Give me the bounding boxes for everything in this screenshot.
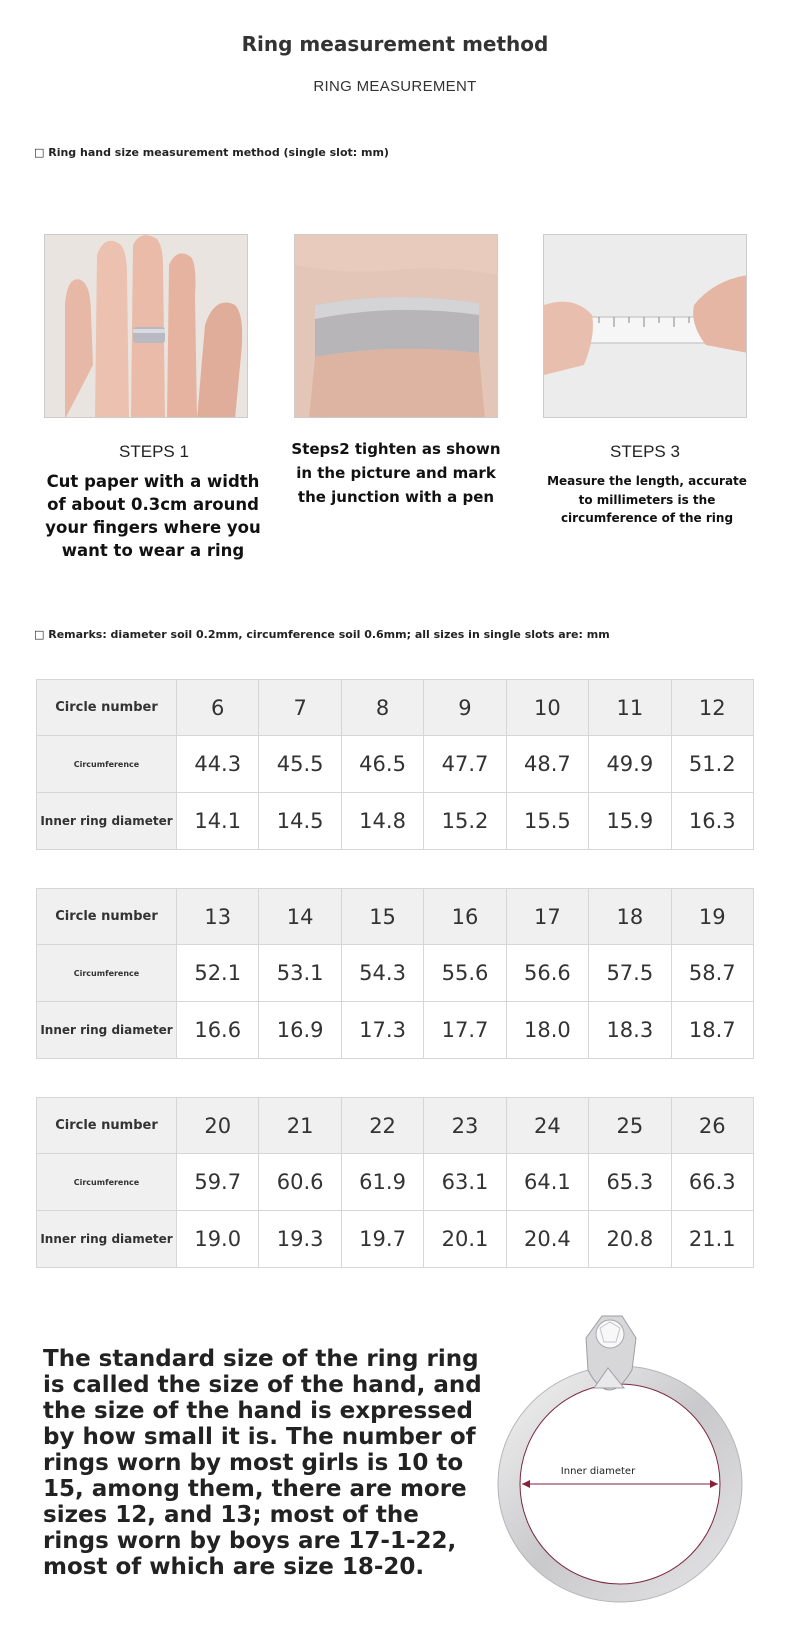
inner-diameter-cell: 18.0: [506, 1002, 588, 1059]
paper-band-on-finger-icon: [294, 234, 498, 418]
remarks-note: □ Remarks: diameter soil 0.2mm, circumference soil 0.6mm; all sizes in single slots are: mm: [34, 628, 610, 641]
size-cell: 6: [177, 680, 259, 736]
inner-diameter-cell: 14.8: [341, 793, 423, 850]
size-cell: 11: [589, 680, 671, 736]
circumference-cell: 54.3: [341, 945, 423, 1002]
circumference-cell: 48.7: [506, 736, 588, 793]
size-cell: 20: [177, 1098, 259, 1154]
circumference-cell: 66.3: [671, 1154, 753, 1211]
circumference-cell: 49.9: [589, 736, 671, 793]
circumference-cell: 46.5: [341, 736, 423, 793]
size-cell: 10: [506, 680, 588, 736]
circumference-cell: 44.3: [177, 736, 259, 793]
inner-diameter-cell: 16.9: [259, 1002, 341, 1059]
circle-number-label: Circle number: [37, 680, 177, 736]
method-note: □ Ring hand size measurement method (single slot: mm): [34, 146, 389, 159]
size-table-2: [36, 888, 754, 1059]
circle-number-label: Circle number: [37, 1098, 177, 1154]
hand-with-paper-band-icon: [44, 234, 248, 418]
size-cell: 24: [506, 1098, 588, 1154]
size-cell: 9: [424, 680, 506, 736]
circle-number-label: Circle number: [37, 889, 177, 945]
size-cell: 13: [177, 889, 259, 945]
inner-diameter-cell: 16.6: [177, 1002, 259, 1059]
size-cell: 16: [424, 889, 506, 945]
inner-diameter-cell: 19.3: [259, 1211, 341, 1268]
circumference-cell: 59.7: [177, 1154, 259, 1211]
inner-diameter-label: Inner ring diameter: [37, 1211, 177, 1268]
inner-diameter-cell: 20.1: [424, 1211, 506, 1268]
inner-diameter-cell: 18.3: [589, 1002, 671, 1059]
size-cell: 19: [671, 889, 753, 945]
inner-diameter-label: Inner ring diameter: [37, 1002, 177, 1059]
size-table-3: [36, 1097, 754, 1268]
circumference-cell: 60.6: [259, 1154, 341, 1211]
inner-diameter-cell: 14.5: [259, 793, 341, 850]
step-3-text: Measure the length, accurate to millimeters is the circumference of the ring: [547, 474, 747, 525]
inner-diameter-cell: 14.1: [177, 793, 259, 850]
circumference-cell: 45.5: [259, 736, 341, 793]
page-subtitle: RING MEASUREMENT: [313, 78, 477, 95]
step-2-text: Steps2 tighten as shown in the picture and mark the junction with a pen: [291, 440, 501, 506]
size-cell: 23: [424, 1098, 506, 1154]
circumference-cell: 55.6: [424, 945, 506, 1002]
step-1-heading: STEPS 1: [119, 442, 189, 461]
step-3-heading: STEPS 3: [610, 442, 680, 461]
inner-diameter-cell: 17.3: [341, 1002, 423, 1059]
circumference-cell: 47.7: [424, 736, 506, 793]
inner-diameter-cell: 16.3: [671, 793, 753, 850]
inner-diameter-cell: 18.7: [671, 1002, 753, 1059]
circumference-cell: 52.1: [177, 945, 259, 1002]
size-cell: 17: [506, 889, 588, 945]
inner-diameter-cell: 21.1: [671, 1211, 753, 1268]
size-cell: 14: [259, 889, 341, 945]
circumference-cell: 63.1: [424, 1154, 506, 1211]
circumference-cell: 53.1: [259, 945, 341, 1002]
inner-diameter-cell: 20.8: [589, 1211, 671, 1268]
size-cell: 7: [259, 680, 341, 736]
inner-diameter-cell: 15.2: [424, 793, 506, 850]
circumference-label: Circumference: [37, 945, 177, 1002]
size-cell: 22: [341, 1098, 423, 1154]
circumference-cell: 56.6: [506, 945, 588, 1002]
size-cell: 8: [341, 680, 423, 736]
size-cell: 21: [259, 1098, 341, 1154]
circumference-label: Circumference: [37, 736, 177, 793]
page-title: Ring measurement method: [241, 32, 549, 56]
inner-diameter-cell: 15.9: [589, 793, 671, 850]
inner-diameter-cell: 19.7: [341, 1211, 423, 1268]
circumference-cell: 61.9: [341, 1154, 423, 1211]
size-cell: 12: [671, 680, 753, 736]
circumference-cell: 65.3: [589, 1154, 671, 1211]
ruler-measurement-icon: [543, 234, 747, 418]
inner-diameter-cell: 17.7: [424, 1002, 506, 1059]
ring-diagram-icon: [490, 1298, 760, 1608]
size-table-1: [36, 679, 754, 850]
size-cell: 26: [671, 1098, 753, 1154]
size-cell: 25: [589, 1098, 671, 1154]
circumference-label: Circumference: [37, 1154, 177, 1211]
size-cell: 15: [341, 889, 423, 945]
inner-diameter-cell: 15.5: [506, 793, 588, 850]
circumference-cell: 51.2: [671, 736, 753, 793]
inner-diameter-cell: 20.4: [506, 1211, 588, 1268]
size-description: The standard size of the ring ring is called the size of the hand, and the size of the hand is expressed by how small it is. The number of rings worn by most girls is 10 to 15, among them, there are more sizes 12, and 13; most of the rings worn by boys are 17-1-22, most of which are size 18-20.: [43, 1346, 482, 1580]
inner-diameter-cell: 19.0: [177, 1211, 259, 1268]
inner-diameter-text: Inner diameter: [560, 1466, 636, 1477]
circumference-cell: 64.1: [506, 1154, 588, 1211]
circumference-cell: 58.7: [671, 945, 753, 1002]
circumference-cell: 57.5: [589, 945, 671, 1002]
step-1-text: Cut paper with a width of about 0.3cm around your fingers where you want to wear a ring: [45, 472, 261, 560]
inner-diameter-label: Inner ring diameter: [37, 793, 177, 850]
size-cell: 18: [589, 889, 671, 945]
